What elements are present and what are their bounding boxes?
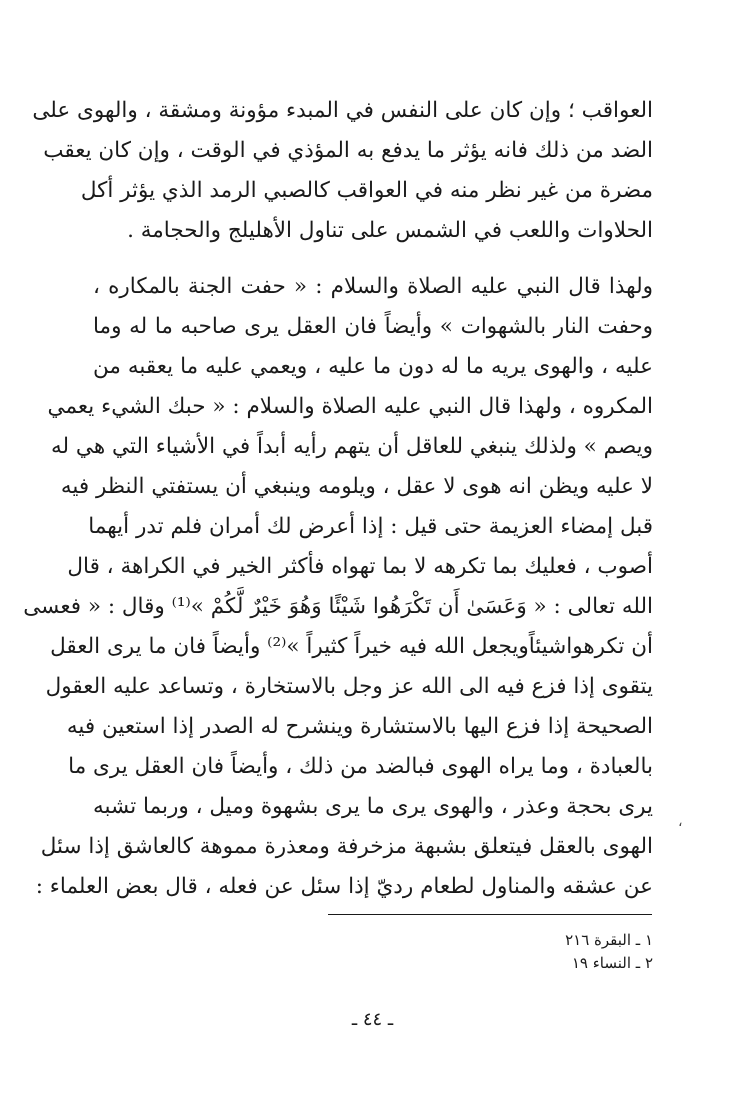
text-line-6: وحفت النار بالشهوات » وأيضاً فان العقل يرى صاحبه ما له وما bbox=[93, 314, 653, 339]
text-line-8: المكروه ، ولهذا قال النبي عليه الصلاة والسلام : « حبك الشيء يعمي bbox=[47, 394, 653, 419]
text-line-12: أصوب ، فعليك بما تكرهه لا بما تهواه فأكثر الخير في الكراهة ، قال bbox=[67, 554, 653, 579]
text-line-2: الضد من ذلك فانه يؤثر ما يدفع به المؤذي في الوقت ، وإن كان يعقب bbox=[43, 138, 653, 163]
text-line-7: عليه ، والهوى يريه ما له دون ما عليه ، ويعمي عليه ما يعقبه من bbox=[93, 354, 653, 379]
text-line-5: ولهذا قال النبي عليه الصلاة والسلام : « حفت الجنة بالمكاره ، bbox=[93, 274, 653, 299]
footnote-1: ١ ـ البقرة ٢١٦ bbox=[565, 931, 653, 949]
text-line-3: مضرة من غير نظر منه في العواقب كالصبي الرمد الذي يؤثر أكل bbox=[80, 178, 653, 203]
text-line-17: بالعبادة ، وما يراه الهوى فبالضد من ذلك ، وأيضاً فان العقل يرى ما bbox=[68, 754, 653, 779]
text-line-14: أن تكرهواشيئاًويجعل الله فيه خيراً كثيراً »⁽²⁾ وأيضاً فان ما يرى العقل bbox=[50, 634, 653, 659]
text-line-1: العواقب ؛ وإن كان على النفس في المبدء مؤونة ومشقة ، والهوى على bbox=[32, 98, 653, 123]
text-line-4: الحلاوات واللعب في الشمس على تناول الأهليلج والحجامة . bbox=[127, 218, 653, 243]
text-line-20: عن عشقه والمناول لطعام رديّ إذا سئل عن فعله ، قال بعض العلماء : bbox=[35, 874, 653, 899]
footnote-divider bbox=[328, 914, 652, 915]
footnote-2: ٢ ـ النساء ١٩ bbox=[571, 954, 653, 972]
margin-mark: ، bbox=[678, 814, 683, 830]
text-line-11: قبل إمضاء العزيمة حتى قيل : إذا أعرض لك أمران فلم تدر أيهما bbox=[88, 514, 653, 539]
text-line-13: الله تعالى : « وَعَسَىٰ أَن تَكْرَهُوا شَيْئًا وَهُوَ خَيْرٌ لَّكُمْ »⁽¹⁾ وقال : « فعسى bbox=[23, 594, 653, 619]
text-line-19: الهوى بالعقل فيتعلق بشبهة مزخرفة ومعذرة مموهة كالعاشق إذا سئل bbox=[40, 834, 653, 859]
page-number: ـ ٤٤ ـ bbox=[351, 1009, 394, 1030]
text-line-9: ويصم » ولذلك ينبغي للعاقل أن يتهم رأيه أبداً في الأشياء التي هي له bbox=[50, 434, 653, 459]
text-line-16: الصحيحة إذا فزع اليها بالاستشارة وينشرح له الصدر إذا استعين فيه bbox=[66, 714, 653, 739]
text-line-18: يرى بحجة وعذر ، والهوى يرى ما يرى بشهوة وميل ، وربما تشبه bbox=[93, 794, 653, 819]
text-line-15: يتقوى إذا فزع فيه الى الله عز وجل بالاستخارة ، وتساعد عليه العقول bbox=[45, 674, 653, 699]
text-line-10: لا عليه ويظن انه هوى لا عقل ، ويلومه وينبغي أن يستفتي النظر فيه bbox=[60, 474, 653, 499]
